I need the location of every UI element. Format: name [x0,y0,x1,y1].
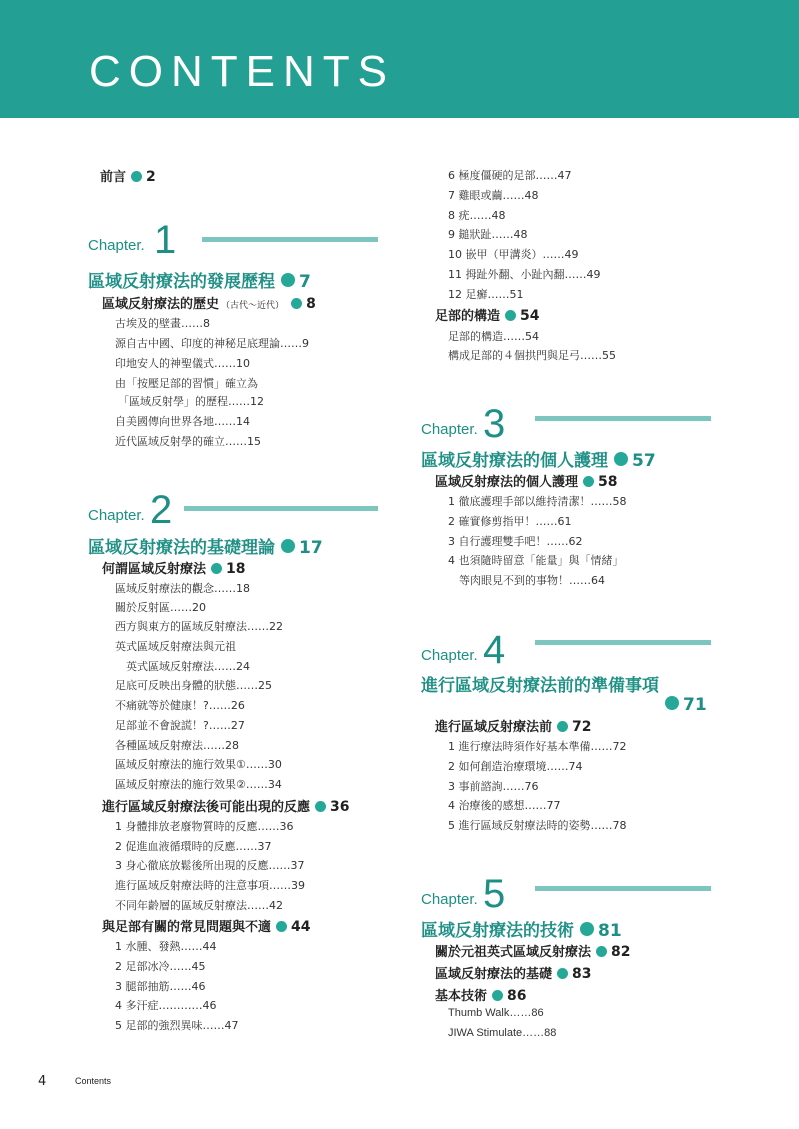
toc-item[interactable]: 不痛就等於健康！?……26 [115,699,245,712]
toc-item[interactable]: 區域反射療法的施行效果②……34 [115,778,282,791]
toc-item[interactable]: 3 身心徹底放鬆後所出現的反應……37 [115,859,305,872]
toc-item[interactable]: 西方與東方的區域反射療法……22 [115,620,283,633]
toc-item[interactable]: 足部的構造……54 [448,330,539,343]
toc-item[interactable]: 5 進行區域反射療法時的姿勢……78 [448,819,627,832]
toc-item[interactable]: 7 雞眼或繭……48 [448,189,539,202]
bullet-dot-icon [614,452,628,466]
toc-item[interactable]: 近代區域反射學的確立……15 [115,435,261,448]
chapter-1-title[interactable]: 區域反射療法的發展歷程 7 [88,272,311,292]
chapter-2-title[interactable]: 區域反射療法的基礎理論 17 [88,538,323,558]
toc-item[interactable]: 6 極度僵硬的足部……47 [448,169,572,182]
toc-item[interactable]: 12 足癬……51 [448,288,524,301]
toc-section[interactable]: 與足部有關的常見問題與不適 44 [102,919,311,935]
bullet-dot-icon [596,946,607,957]
bullet-dot-icon [583,476,594,487]
chapter-divider-bar [184,506,378,511]
bullet-dot-icon [211,563,222,574]
toc-section[interactable]: 進行區域反射療法後可能出現的反應 36 [102,799,350,815]
bullet-dot-icon [131,171,142,182]
toc-section[interactable]: 足部的構造 54 [435,308,540,324]
toc-item[interactable]: 1 徹底護理手部以維持清潔！……58 [448,495,627,508]
toc-item[interactable]: 構成足部的４個拱門與足弓……55 [448,349,616,362]
toc-item[interactable]: 3 自行護理雙手吧！……62 [448,535,583,548]
toc-section[interactable]: 基本技術 86 [435,988,527,1004]
toc-item[interactable]: 古埃及的壁畫……8 [115,317,210,330]
toc-item[interactable]: 各種區域反射療法……28 [115,739,239,752]
chapter-divider-bar [202,237,378,242]
footer-page-number: 4 [38,1074,47,1089]
bullet-dot-icon [281,539,295,553]
chapter-3-header: Chapter. 3 [421,396,721,442]
chapter-divider-bar [535,640,711,645]
bullet-dot-icon [557,968,568,979]
toc-item[interactable]: 英式區域反射療法與元祖 [115,640,236,653]
chapter-4-header: Chapter. 4 [421,622,721,668]
toc-item[interactable]: 等肉眼見不到的事物！……64 [459,574,605,587]
toc-section[interactable]: 區域反射療法的基礎 83 [435,966,592,982]
toc-item[interactable]: 2 確實修剪指甲！……61 [448,515,572,528]
toc-item[interactable]: Thumb Walk……86 [448,1007,544,1019]
toc-item[interactable]: 1 水腫、發熱……44 [115,940,217,953]
toc-section[interactable]: 關於元祖英式區域反射療法 82 [435,944,631,960]
chapter-4-page[interactable]: 71 [659,695,707,715]
bullet-dot-icon [315,801,326,812]
toc-item[interactable]: 自美國傳向世界各地……14 [115,415,250,428]
toc-item[interactable]: 區域反射療法的施行效果①……30 [115,758,282,771]
toc-item[interactable]: JIWA Stimulate……88 [448,1027,557,1039]
bullet-dot-icon [505,310,516,321]
toc-item[interactable]: 關於反射區……20 [115,601,206,614]
page-title: CONTENTS [89,47,395,96]
bullet-dot-icon [492,990,503,1001]
toc-section[interactable]: 進行區域反射療法前 72 [435,719,592,735]
toc-item[interactable]: 2 促進血液循環時的反應……37 [115,840,272,853]
bullet-dot-icon [276,921,287,932]
toc-item[interactable]: 10 嵌甲（甲溝炎）……49 [448,248,579,261]
bullet-dot-icon [580,922,594,936]
toc-preface[interactable]: 前言 2 [100,169,156,185]
toc-item[interactable]: 英式區域反射療法……24 [126,660,250,673]
toc-item[interactable]: 不同年齡層的區域反射療法……42 [115,899,283,912]
chapter-2-header: Chapter. 2 [88,482,388,528]
footer-label: Contents [75,1076,112,1086]
toc-item[interactable]: 源自古中國、印度的神秘足底理論……9 [115,337,309,350]
toc-item[interactable]: 11 拇趾外翻、小趾內翻……49 [448,268,601,281]
toc-item[interactable]: 足底可反映出身體的狀態……25 [115,679,272,692]
toc-item[interactable]: 區域反射療法的觀念……18 [115,582,250,595]
toc-item[interactable]: 9 鎚狀趾……48 [448,228,528,241]
toc-item[interactable]: 2 如何創造治療環境……74 [448,760,583,773]
toc-item[interactable]: 由「按壓足部的習慣」確立為 [115,377,258,390]
toc-item[interactable]: 進行區域反射療法時的注意事項……39 [115,879,305,892]
toc-item[interactable]: 1 身體排放老廢物質時的反應……36 [115,820,294,833]
toc-item[interactable]: 1 進行療法時須作好基本準備……72 [448,740,627,753]
toc-item[interactable]: 4 治療後的感想……77 [448,799,561,812]
chapter-5-header: Chapter. 5 [421,866,721,912]
toc-item[interactable]: 2 足部冰冷……45 [115,960,206,973]
toc-item[interactable]: 5 足部的強烈異味……47 [115,1019,239,1032]
chapter-divider-bar [535,416,711,421]
toc-item[interactable]: 3 事前諮詢……76 [448,780,539,793]
chapter-4-title[interactable]: 進行區域反射療法前的準備事項 [421,676,659,696]
toc-item[interactable]: 4 多汗症…………46 [115,999,217,1012]
toc-item[interactable]: 印地安人的神聖儀式……10 [115,357,250,370]
bullet-dot-icon [557,721,568,732]
chapter-divider-bar [535,886,711,891]
toc-item[interactable]: 4 也須隨時留意「能量」與「情緒」 [448,554,624,567]
bullet-dot-icon [665,696,679,710]
toc-item[interactable]: 3 腿部抽筋……46 [115,980,206,993]
toc-item[interactable]: 「區域反射學」的歷程……12 [118,395,264,408]
chapter-1-header: Chapter. 1 [88,212,388,258]
toc-section[interactable]: 何謂區域反射療法 18 [102,561,246,577]
chapter-5-title[interactable]: 區域反射療法的技術 81 [421,921,622,941]
bullet-dot-icon [281,273,295,287]
header-banner [0,0,799,118]
toc-section[interactable]: 區域反射療法的個人護理 58 [435,474,618,490]
toc-item[interactable]: 8 疣……48 [448,209,506,222]
bullet-dot-icon [291,298,302,309]
toc-section[interactable]: 區域反射療法的歷史 （古代～近代） 8 [102,296,316,312]
chapter-3-title[interactable]: 區域反射療法的個人護理 57 [421,451,656,471]
toc-item[interactable]: 足部並不會說謊！?……27 [115,719,245,732]
